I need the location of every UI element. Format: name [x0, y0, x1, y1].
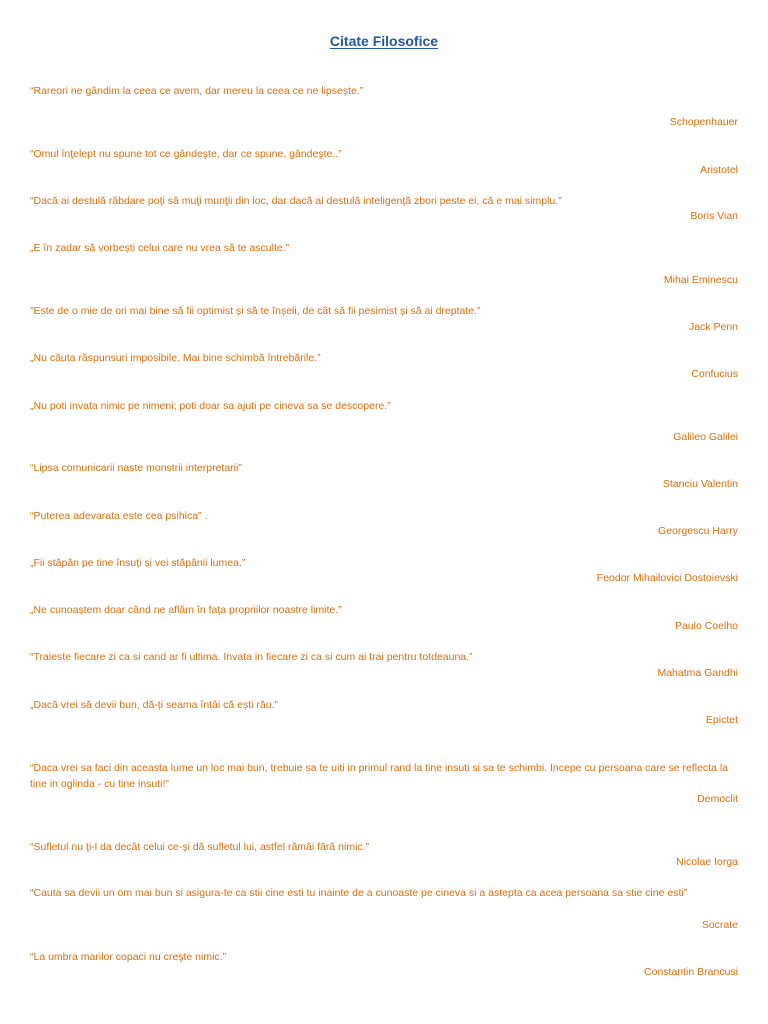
page-title: Citate Filosofice — [329, 33, 439, 49]
quote-author: Constantin Brancusi — [644, 966, 738, 978]
quote-text: “Puterea adevarata este cea psihica” . — [30, 510, 208, 522]
quote-author: Boris Vian — [690, 210, 738, 222]
quote-text: “Lipsa comunicarii naste monstrii interpretarii” — [30, 462, 242, 474]
quote-text: “La umbra marilor copaci nu creşte nimic.” — [30, 951, 227, 963]
quote-author: Georgescu Harry — [658, 525, 738, 537]
quote-text: “Daca vrei sa faci din aceasta lume un loc mai bun, trebuie sa te uiti in primul rand la tine insuti si sa te schimbi. Incepe cu persoana care se reflecta la tine in oglinda - cu tine insuti!” — [30, 762, 729, 790]
quote-author: Schopenhauer — [669, 116, 738, 128]
quote-author: Democlit — [697, 793, 738, 805]
quote-author: Feodor Mihailovici Dostoievski — [596, 572, 738, 584]
quote-text: “Rareori ne gândim la ceea ce avem, dar mereu la ceea ce ne lipseşte.” — [30, 85, 364, 97]
quote-text: “Sufletul nu ţi-l da decât celui ce-şi dă sufletul lui, astfel rămâi fără nimic.” — [30, 841, 370, 853]
quote-author: Jack Penn — [688, 321, 738, 333]
quote-text: “Dacă ai destulă răbdare poţi să muţi munţii din loc, dar dacă ai destulă inteligenţă zbori peste ei, că e mai simplu.” — [30, 195, 562, 207]
quote-text: “Traieste fiecare zi ca si cand ar fi ultima. Invata in fiecare zi ca si cum ai trai pentru totdeauna.” — [30, 651, 473, 663]
quote-text: “Cauta sa devii un om mai bun si asigura-te ca stii cine esti tu inainte de a cunoaste pe cineva si a astepta ca acea persoana sa stie cine esti” — [30, 887, 688, 899]
quote-text: „Fii stăpân pe tine însuți și vei stăpânii lumea.” — [30, 557, 246, 569]
quote-author: Nicolae Iorga — [676, 856, 738, 868]
quote-text: „Ne cunoaștem doar când ne aflăm în fața propriilor noastre limite.” — [30, 604, 342, 616]
quote-text: „E în zadar să vorbești celui care nu vrea să te asculte.” — [30, 242, 290, 254]
quote-text: “Omul înţelept nu spune tot ce gândeşte, dar ce spune, gândeşte..” — [30, 148, 342, 160]
quote-author: Confucius — [691, 368, 738, 380]
quote-text: „Nu căuta răspunsuri imposibile. Mai bine schimbă întrebările.” — [30, 352, 321, 364]
quote-author: Paulo Coelho — [674, 620, 738, 632]
quote-author: Galileo Galilei — [673, 431, 738, 443]
quote-text: „Dacă vrei să devii bun, dă-ți seama întâi că ești rău.” — [30, 699, 279, 711]
quote-author: Epictet — [705, 714, 738, 726]
quote-author: Mihai Eminescu — [663, 274, 738, 286]
quote-text: „Nu poti invata nimic pe nimeni; poti doar sa ajuti pe cineva sa se descopere.” — [30, 400, 391, 412]
quote-author: Stanciu Valentin — [662, 478, 738, 490]
quote-author: Aristotel — [700, 164, 738, 176]
quote-author: Socrate — [701, 919, 738, 931]
quote-author: Mahatma Gandhi — [657, 667, 738, 679]
quote-text: ”Este de o mie de ori mai bine să fii optimist și să te înșeli, de cât să fii pesimist și să ai dreptate.” — [30, 305, 481, 317]
